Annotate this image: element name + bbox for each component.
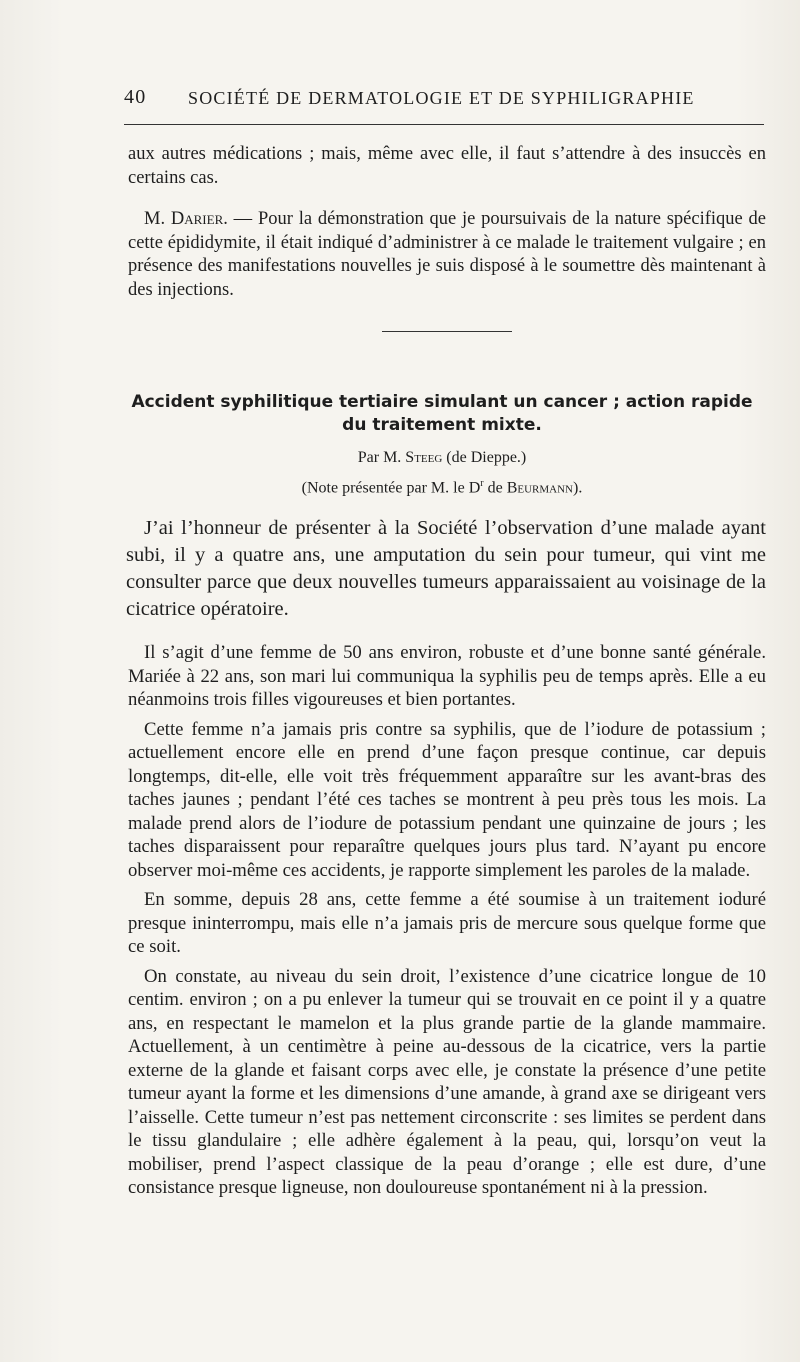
note-name: Beurmann	[506, 479, 573, 497]
article-body	[128, 641, 766, 1206]
body-paragraph: Il s’agit d’une femme de 50 ans environ, robuste et d’une bonne santé générale. Mariée à 22 ans, son mari lui communiqua la syphilis peu de temps après. Elle a eu néanmoins trois filles vigoureuses et bien portantes.	[128, 642, 766, 710]
header-rule	[124, 124, 764, 125]
intro-paragraph: J’ai l’honneur de présenter à la Société l’observation d’une malade ayant subi, il y a quatre ans, une amputation du sein pour tumeur, qui vint me consulter parce que deux nouvelles tumeurs apparaissaient au voisinage de la cicatrice opératoire.	[126, 517, 766, 620]
note-prefix: (Note présentée par M. le D	[301, 479, 481, 497]
author-place: (de Dieppe.)	[442, 449, 527, 466]
body-paragraph: On constate, au niveau du sein droit, l’existence d’une cicatrice longue de 10 centim. environ ; on a pu enlever la tumeur qui se trouvait en ce point il y a quatre ans, en respectant le mamelon et la plus grande partie de la glande mammaire. Actuellement, à un centimètre à peine au-dessous de la cicatrice, vers la partie externe de la glande et faisant corps avec elle, je constate la présence d’une petite tumeur ayant la forme et les dimensions d’une amande, à grand axe se dirigeant vers l’aisselle. Cette tumeur n’est pas nettement circonscrite : ses limites se perdent dans le tissu glandulaire ; elle adhère également à la peau, qui, lorsqu’on veut la mobiliser, prend l’aspect classique de la peau d’orange ; elle est dure, d’une consistance presque ligneuse, non douloureuse spontanément ni à la pression.	[128, 965, 766, 1198]
author-name: Steeg	[405, 449, 443, 466]
presentation-note	[122, 478, 762, 497]
darier-remark-text: — Pour la démonstration que je poursuivais de la nature spécifique de cette épididymite, il était indiqué d’administrer à ce malade le traitement vulgaire ; en présence des manifestations nouvelles je suis disposé à le soumettre dès maintenant à des injections.	[128, 209, 767, 300]
darier-remark	[128, 208, 766, 302]
body-paragraph: Cette femme n’a jamais pris contre sa syphilis, que de l’iodure de potassium ; actuellement encore elle en prend d’une façon presque continue, car depuis longtemps, dit-elle, elle voit très fréquemment apparaître sur les avant-bras des taches jaunes ; pendant l’été ces taches se montrent à peu près tous les mois. La malade prend alors de l’iodure de potassium pendant une quinzaine de jours ; les taches disparaissent pour reparaître quelques jours plus tard. N’ayant pu encore observer moi-même ces accidents, je rapporte simplement les paroles de la malade.	[128, 718, 766, 881]
page-header	[124, 86, 764, 110]
note-mid: de	[483, 479, 507, 497]
article-title: Accident syphilitique tertiaire simulant un cancer ; action rapide du traitement mixte.	[131, 392, 753, 435]
running-head: SOCIÉTÉ DE DERMATOLOGIE ET DE SYPHILIGRAPHIE	[188, 88, 695, 108]
speaker-name: M. Darier.	[144, 209, 228, 229]
author-line	[122, 449, 762, 467]
author-prefix: Par M.	[357, 449, 406, 466]
page-number: 40	[124, 86, 147, 108]
note-sup: r	[480, 478, 484, 489]
note-suffix: ).	[573, 479, 583, 497]
body-paragraph: En somme, depuis 28 ans, cette femme a été soumise à un traitement ioduré presque ininterrompu, mais elle n’a jamais pris de mercure sous quelque forme que ce soit.	[128, 889, 766, 957]
continued-paragraph: aux autres médications ; mais, même avec elle, il faut s’attendre à des insuccès en certains cas.	[128, 144, 766, 188]
section-separator	[382, 331, 512, 332]
